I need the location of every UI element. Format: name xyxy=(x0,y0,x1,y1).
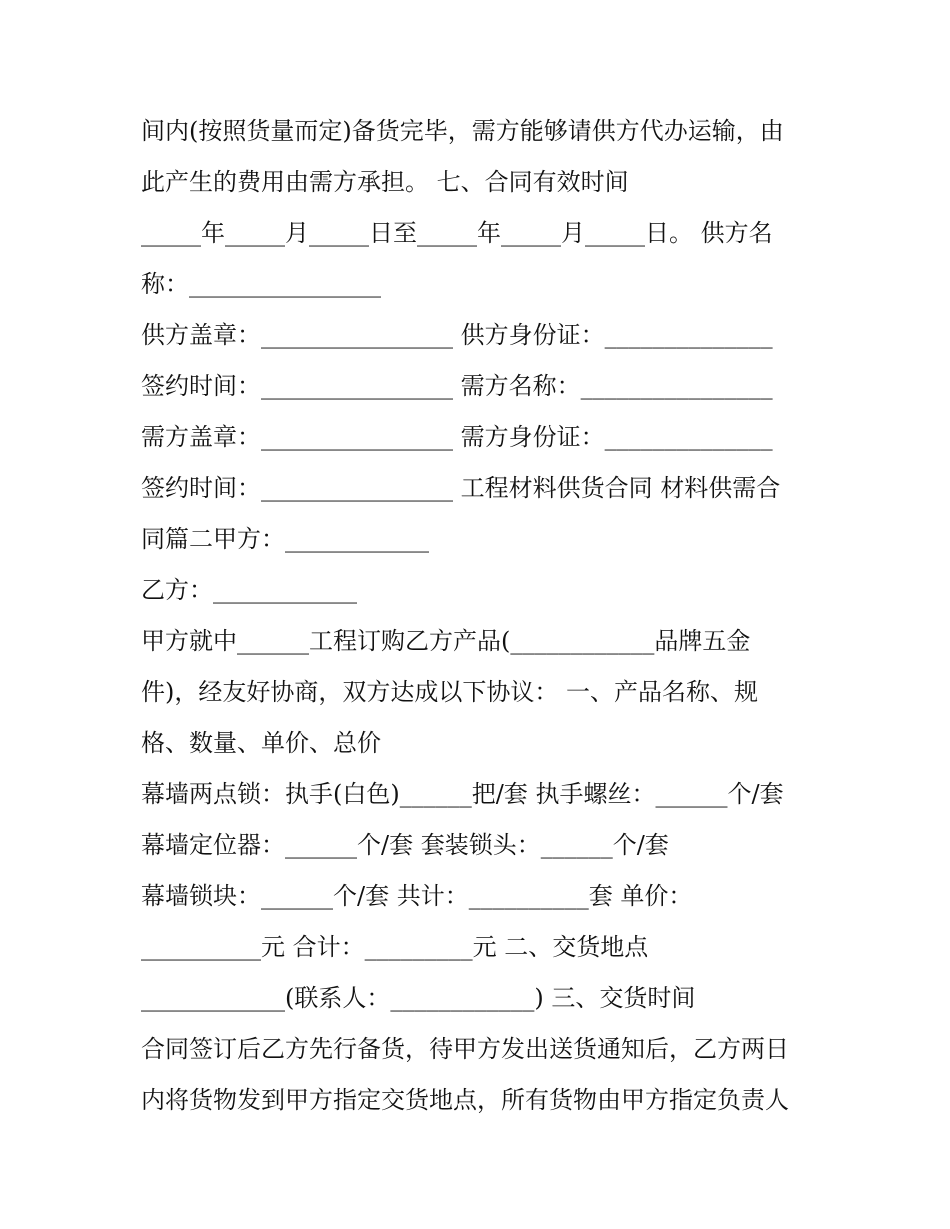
text-line: _____年_____月_____日至_____年_____月_____日。 供方名 xyxy=(141,219,773,247)
text-line: 甲方就中______工程订购乙方产品(____________品牌五金 xyxy=(141,627,751,655)
text-line: 幕墙两点锁：执手(白色)______把/套 执手螺丝：______个/套 xyxy=(141,780,784,808)
text-line: 此产生的费用由需方承担。 七、合同有效时间 xyxy=(141,168,629,196)
text-line: 幕墙锁块：______个/套 共计：__________套 单价： xyxy=(141,882,693,910)
text-line: 供方盖章：________________ 供方身份证：______________ xyxy=(141,321,773,349)
text-line: __________元 合计：_________元 二、交货地点 xyxy=(141,933,649,961)
text-line: 签约时间：________________ 工程材料供货合同 材料供需合 xyxy=(141,474,781,502)
text-line: 乙方：____________ xyxy=(141,576,357,604)
text-line: 间内(按照货量而定)备货完毕，需方能够请供方代办运输，由 xyxy=(141,117,784,145)
text-line: 幕墙定位器：______个/套 套装锁头：______个/套 xyxy=(141,831,669,859)
text-line: 合同签订后乙方先行备货，待甲方发出送货通知后，乙方两日 xyxy=(141,1035,789,1063)
contract-text xyxy=(141,106,821,1126)
text-line: 内将货物发到甲方指定交货地点，所有货物由甲方指定负责人 xyxy=(141,1086,789,1114)
text-line: 需方盖章：________________ 需方身份证：______________ xyxy=(141,423,773,451)
text-line: 件)，经友好协商，双方达成以下协议： 一、产品名称、规 xyxy=(141,678,758,706)
text-line: 称：________________ xyxy=(141,270,381,298)
text-line: ____________(联系人：____________) 三、交货时间 xyxy=(141,984,696,1012)
text-line: 同篇二甲方：____________ xyxy=(141,525,429,553)
text-line: 格、数量、单价、总价 xyxy=(141,729,381,757)
text-line: 签约时间：________________ 需方名称：________________ xyxy=(141,372,773,400)
